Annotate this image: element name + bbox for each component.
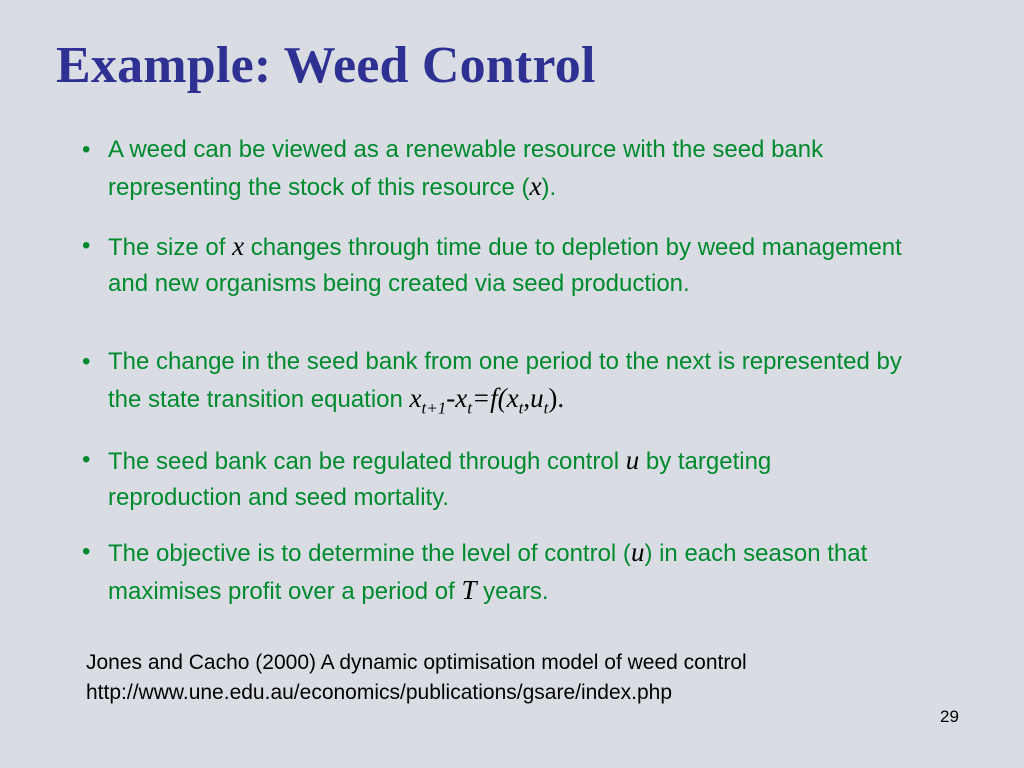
bullet-text: ) in each season that maximises profit over a period of [108, 540, 868, 605]
bullet-item [80, 228, 910, 302]
equation-u: u [530, 383, 544, 413]
equation-subscript: t [467, 398, 472, 418]
page-number: 29 [940, 707, 959, 726]
variable-u: u [630, 537, 645, 567]
bullet-text: A weed can be viewed as a renewable resource with the seed bank representing the stock of this resource ( [108, 136, 824, 201]
reference-citation: Jones and Cacho (2000) A dynamic optimisation model of weed control [86, 651, 747, 674]
equation-close: ). [548, 383, 565, 413]
bullet-text: by targeting reproduction and seed mortality. [108, 448, 772, 511]
equation-subscript: t [543, 398, 549, 418]
bullet-item [80, 534, 910, 610]
equation-x: x [506, 383, 519, 413]
equation-function: =f( [471, 383, 507, 413]
bullet-item [80, 344, 910, 418]
bullet-text: The size of [108, 234, 233, 261]
bullet-icon: • [82, 348, 91, 375]
equation-subscript: t [518, 398, 524, 418]
bullet-text: ). [541, 174, 557, 201]
equation-comma: , [523, 383, 531, 413]
bullet-icon: • [82, 446, 91, 473]
bullet-text: The objective is to determine the level of control ( [108, 540, 631, 567]
bullet-text: The seed bank can be regulated through control [108, 448, 626, 475]
equation-x: x [409, 383, 422, 413]
variable-u: u [625, 445, 640, 475]
bullet-icon: • [82, 538, 91, 565]
variable-x: x [232, 231, 245, 261]
bullet-text: years. [476, 578, 549, 605]
variable-T: T [461, 575, 477, 605]
bullet-icon: • [82, 136, 91, 163]
bullet-text: The change in the seed bank from one period to the next is represented by the state transition equation [108, 348, 902, 413]
state-transition-equation [409, 383, 565, 418]
reference-block [86, 648, 747, 708]
equation-x: x [455, 383, 468, 413]
reference-url: http://www.une.edu.au/economics/publications/gsare/index.php [86, 681, 673, 704]
bullet-icon: • [82, 232, 91, 259]
variable-x: x [529, 171, 542, 201]
equation-minus: - [446, 383, 456, 413]
bullet-item [80, 132, 910, 206]
slide-title: Example: Weed Control [56, 37, 596, 94]
bullet-item [80, 442, 910, 516]
bullet-text: changes through time due to depletion by weed management and new organisms being created via seed production. [108, 234, 902, 297]
equation-subscript: t+1 [421, 398, 447, 418]
